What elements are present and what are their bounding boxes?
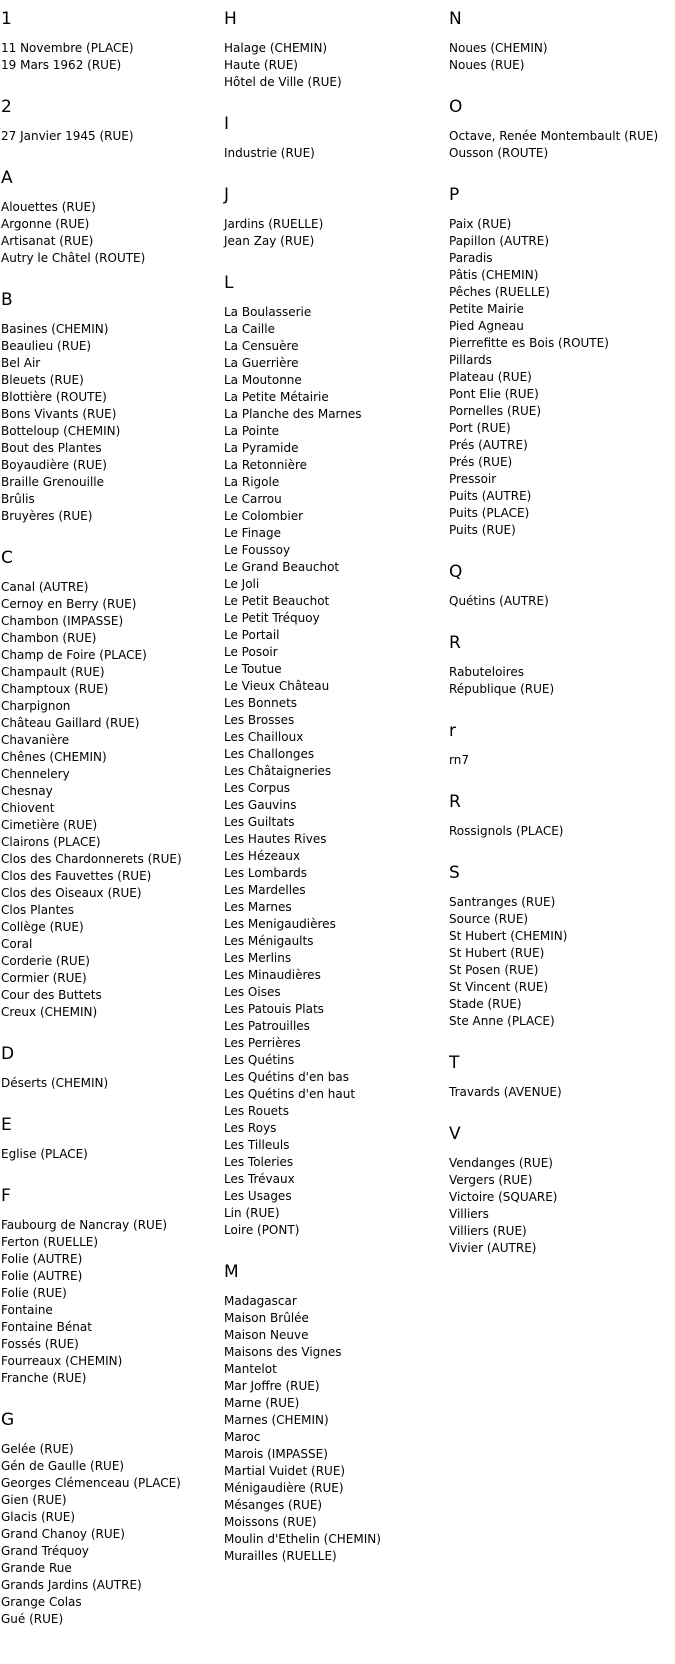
index-section	[449, 632, 673, 720]
street-list	[1, 128, 207, 145]
street-item: Madagascar	[224, 1294, 297, 1308]
street-item: Chambon (IMPASSE)	[1, 614, 124, 628]
index-section	[449, 791, 673, 862]
street-item: Puits (RUE)	[449, 523, 516, 537]
street-item: rn7	[449, 753, 469, 767]
section-spacer	[224, 91, 430, 113]
street-item: Les Menigaudières	[224, 917, 336, 931]
street-item: Maison Brûlée	[224, 1311, 309, 1325]
street-item: La Boulasserie	[224, 305, 312, 319]
street-item: Ménigaudière (RUE)	[224, 1481, 344, 1495]
street-item: Champault (RUE)	[1, 665, 105, 679]
street-item: Basines (CHEMIN)	[1, 322, 109, 336]
street-item: Chênes (CHEMIN)	[1, 750, 107, 764]
street-item: La Censuère	[224, 339, 299, 353]
street-item: Stade (RUE)	[449, 997, 522, 1011]
index-section	[449, 862, 673, 1052]
street-item: Rossignols (PLACE)	[449, 824, 564, 838]
street-item: La Guerrière	[224, 356, 299, 370]
street-item: Les Usages	[224, 1189, 292, 1203]
index-section	[224, 113, 430, 184]
index-section	[224, 1261, 430, 1565]
street-item: Beaulieu (RUE)	[1, 339, 92, 353]
street-item: Les Quétins	[224, 1053, 295, 1067]
street-list	[449, 823, 673, 840]
street-item: Creux (CHEMIN)	[1, 1005, 98, 1019]
street-item: Bruyères (RUE)	[1, 509, 93, 523]
street-item: Victoire (SQUARE)	[449, 1190, 558, 1204]
street-list	[449, 894, 673, 1030]
street-list	[449, 128, 673, 162]
street-item: Jean Zay (RUE)	[224, 234, 315, 248]
street-item: Fontaine	[1, 1303, 53, 1317]
section-spacer	[449, 698, 673, 720]
street-item: Le Petit Tréquoy	[224, 611, 320, 625]
section-letter-heading: G	[1, 1410, 15, 1430]
street-item: Gelée (RUE)	[1, 1442, 74, 1456]
street-item: Les Chailloux	[224, 730, 304, 744]
street-list	[224, 1293, 430, 1565]
street-item: Grange Colas	[1, 1595, 82, 1609]
street-item: Collège (RUE)	[1, 920, 84, 934]
street-item: Les Lombards	[224, 866, 307, 880]
section-spacer	[224, 250, 430, 272]
index-section	[449, 1123, 673, 1257]
street-item: Faubourg de Nancray (RUE)	[1, 1218, 168, 1232]
section-letter-heading: P	[449, 185, 460, 205]
street-item: Gien (RUE)	[1, 1493, 67, 1507]
street-item: La Pyramide	[224, 441, 299, 455]
index-section	[224, 184, 430, 272]
section-letter-heading: T	[449, 1053, 460, 1073]
street-item: Les Patouis Plats	[224, 1002, 324, 1016]
column-3	[449, 8, 673, 1257]
street-item: Les Ménigaults	[224, 934, 314, 948]
street-item: Les Trévaux	[224, 1172, 295, 1186]
section-letter-heading: Q	[449, 562, 463, 582]
street-item: Botteloup (CHEMIN)	[1, 424, 121, 438]
street-item: Bel Air	[1, 356, 41, 370]
section-letter-heading: L	[224, 273, 234, 293]
section-letter-heading: I	[224, 114, 230, 134]
street-item: Bout des Plantes	[1, 441, 102, 455]
street-item: Noues (RUE)	[449, 58, 525, 72]
street-item: Glacis (RUE)	[1, 1510, 76, 1524]
index-section	[224, 272, 430, 1261]
street-item: La Moutonne	[224, 373, 302, 387]
street-item: Marnes (CHEMIN)	[224, 1413, 329, 1427]
street-item: Lin (RUE)	[224, 1206, 280, 1220]
street-list	[449, 1084, 673, 1101]
street-item: Vergers (RUE)	[449, 1173, 533, 1187]
street-item: Le Petit Beauchot	[224, 594, 330, 608]
section-letter-heading: O	[449, 97, 463, 117]
section-letter-heading: S	[449, 863, 460, 883]
street-item: Halage (CHEMIN)	[224, 41, 328, 55]
street-item: Haute (RUE)	[224, 58, 298, 72]
street-item: Le Finage	[224, 526, 281, 540]
section-letter-heading: F	[1, 1186, 11, 1206]
street-item: Clos Plantes	[1, 903, 74, 917]
street-item: 27 Janvier 1945 (RUE)	[1, 129, 134, 143]
street-item: Gué (RUE)	[1, 1612, 64, 1626]
street-list	[224, 304, 430, 1239]
street-item: Champtoux (RUE)	[1, 682, 109, 696]
section-spacer	[1, 267, 207, 289]
street-item: Les Oises	[224, 985, 281, 999]
street-item: Quétins (AUTRE)	[449, 594, 549, 608]
street-item: Clos des Oiseaux (RUE)	[1, 886, 142, 900]
street-item: Chennelery	[1, 767, 70, 781]
street-item: Coral	[1, 937, 33, 951]
street-item: Boyaudière (RUE)	[1, 458, 107, 472]
street-item: Les Châtaigneries	[224, 764, 332, 778]
street-item: Les Quétins d'en bas	[224, 1070, 350, 1084]
street-item: Puits (AUTRE)	[449, 489, 532, 503]
section-letter-heading: H	[224, 9, 237, 29]
street-item: Industrie (RUE)	[224, 146, 315, 160]
section-letter-heading: N	[449, 9, 462, 29]
street-item: Fourreaux (CHEMIN)	[1, 1354, 123, 1368]
street-item: Ste Anne (PLACE)	[449, 1014, 555, 1028]
street-item: Paix (RUE)	[449, 217, 512, 231]
street-item: Les Bonnets	[224, 696, 298, 710]
street-item: Canal (AUTRE)	[1, 580, 89, 594]
street-item: Chesnay	[1, 784, 53, 798]
street-item: Mantelot	[224, 1362, 277, 1376]
section-spacer	[1, 145, 207, 167]
street-item: Grande Rue	[1, 1561, 72, 1575]
street-item: Plateau (RUE)	[449, 370, 532, 384]
street-item: Chavanière	[1, 733, 70, 747]
street-item: Le Posoir	[224, 645, 278, 659]
street-item: Bleuets (RUE)	[1, 373, 84, 387]
street-item: Les Quétins d'en haut	[224, 1087, 356, 1101]
index-section	[1, 8, 207, 96]
street-item: Bons Vivants (RUE)	[1, 407, 117, 421]
index-section	[449, 184, 673, 561]
street-item: Folie (RUE)	[1, 1286, 67, 1300]
street-item: Braille Grenouille	[1, 475, 105, 489]
street-list	[1, 1146, 207, 1163]
street-item: Villiers	[449, 1207, 489, 1221]
street-item: Champ de Foire (PLACE)	[1, 648, 147, 662]
section-spacer	[449, 539, 673, 561]
street-item: Les Minaudières	[224, 968, 321, 982]
street-item: Le Vieux Château	[224, 679, 330, 693]
section-spacer	[1, 1021, 207, 1043]
index-section	[1, 547, 207, 1043]
section-spacer	[1, 1387, 207, 1409]
street-item: Chiovent	[1, 801, 55, 815]
street-item: Les Gauvins	[224, 798, 297, 812]
street-item: Ousson (ROUTE)	[449, 146, 549, 160]
section-spacer	[224, 1239, 430, 1261]
section-spacer	[449, 74, 673, 96]
index-section	[1, 96, 207, 167]
street-item: 19 Mars 1962 (RUE)	[1, 58, 122, 72]
street-item: République (RUE)	[449, 682, 555, 696]
street-item: Charpignon	[1, 699, 71, 713]
street-item: Grand Chanoy (RUE)	[1, 1527, 125, 1541]
street-item: Blottière (ROUTE)	[1, 390, 107, 404]
street-item: Fossés (RUE)	[1, 1337, 79, 1351]
street-item: Les Guiltats	[224, 815, 295, 829]
street-item: Clos des Chardonnerets (RUE)	[1, 852, 182, 866]
street-item: Pressoir	[449, 472, 497, 486]
street-item: Marne (RUE)	[224, 1396, 300, 1410]
street-item: Fontaine Bénat	[1, 1320, 92, 1334]
street-item: Puits (PLACE)	[449, 506, 530, 520]
index-section	[1, 1043, 207, 1114]
street-item: Les Patrouilles	[224, 1019, 310, 1033]
street-list	[449, 752, 673, 769]
section-spacer	[449, 769, 673, 791]
street-item: 11 Novembre (PLACE)	[1, 41, 134, 55]
section-spacer	[449, 610, 673, 632]
street-list	[449, 40, 673, 74]
section-spacer	[449, 162, 673, 184]
street-item: Mar Joffre (RUE)	[224, 1379, 320, 1393]
street-item: Pornelles (RUE)	[449, 404, 542, 418]
index-section	[449, 720, 673, 791]
street-item: Les Challonges	[224, 747, 315, 761]
street-item: Château Gaillard (RUE)	[1, 716, 140, 730]
street-item: Les Tilleuls	[224, 1138, 290, 1152]
street-item: Grands Jardins (AUTRE)	[1, 1578, 142, 1592]
street-item: Octave, Renée Montembault (RUE)	[449, 129, 659, 143]
street-item: Papillon (AUTRE)	[449, 234, 550, 248]
street-item: Pierrefitte es Bois (ROUTE)	[449, 336, 609, 350]
index-section	[1, 1409, 207, 1628]
street-item: Paradis	[449, 251, 493, 265]
street-item: Le Portail	[224, 628, 280, 642]
street-item: Loire (PONT)	[224, 1223, 300, 1237]
street-item: La Caille	[224, 322, 275, 336]
street-list	[449, 216, 673, 539]
street-item: Pêches (RUELLE)	[449, 285, 550, 299]
street-item: Les Hézeaux	[224, 849, 301, 863]
street-item: Les Perrières	[224, 1036, 301, 1050]
section-spacer	[449, 1030, 673, 1052]
street-item: Les Mardelles	[224, 883, 306, 897]
street-item: La Planche des Marnes	[224, 407, 362, 421]
index-section	[449, 561, 673, 632]
street-item: Petite Mairie	[449, 302, 524, 316]
street-item: Mésanges (RUE)	[224, 1498, 323, 1512]
column-1	[1, 8, 207, 1628]
street-item: Brûlis	[1, 492, 35, 506]
index-section	[1, 289, 207, 547]
street-item: Les Corpus	[224, 781, 291, 795]
section-letter-heading: A	[1, 168, 13, 188]
street-item: Corderie (RUE)	[1, 954, 90, 968]
section-letter-heading: V	[449, 1124, 461, 1144]
street-list	[1, 1441, 207, 1628]
section-letter-heading: B	[1, 290, 13, 310]
street-list	[224, 40, 430, 91]
section-letter-heading: R	[449, 792, 461, 812]
street-item: Moissons (RUE)	[224, 1515, 317, 1529]
street-item: Murailles (RUELLE)	[224, 1549, 337, 1563]
street-item: Port (RUE)	[449, 421, 511, 435]
section-spacer	[449, 1101, 673, 1123]
section-letter-heading: M	[224, 1262, 239, 1282]
street-item: Pillards	[449, 353, 492, 367]
street-item: Source (RUE)	[449, 912, 529, 926]
index-section	[449, 1052, 673, 1123]
street-item: Les Roys	[224, 1121, 277, 1135]
street-item: La Rigole	[224, 475, 280, 489]
street-item: Folie (AUTRE)	[1, 1252, 83, 1266]
section-spacer	[224, 162, 430, 184]
street-item: Villiers (RUE)	[449, 1224, 527, 1238]
street-list	[1, 579, 207, 1021]
street-item: Les Merlins	[224, 951, 292, 965]
street-item: Cormier (RUE)	[1, 971, 87, 985]
street-item: Cour des Buttets	[1, 988, 102, 1002]
street-item: Le Colombier	[224, 509, 304, 523]
index-section	[224, 8, 430, 113]
street-list	[224, 145, 430, 162]
street-list	[449, 664, 673, 698]
street-item: Pâtis (CHEMIN)	[449, 268, 539, 282]
street-item: Pied Agneau	[449, 319, 524, 333]
street-list	[449, 593, 673, 610]
street-item: Maisons des Vignes	[224, 1345, 342, 1359]
street-item: Clairons (PLACE)	[1, 835, 101, 849]
street-item: Martial Vuidet (RUE)	[224, 1464, 346, 1478]
section-spacer	[1, 1092, 207, 1114]
section-spacer	[1, 525, 207, 547]
street-item: Noues (CHEMIN)	[449, 41, 548, 55]
street-item: Cernoy en Berry (RUE)	[1, 597, 137, 611]
street-item: Ferton (RUELLE)	[1, 1235, 99, 1249]
section-letter-heading: 1	[1, 9, 12, 29]
column-2	[224, 8, 430, 1565]
section-letter-heading: C	[1, 548, 13, 568]
section-letter-heading: J	[224, 185, 230, 205]
street-list	[1, 199, 207, 267]
street-item: Maison Neuve	[224, 1328, 309, 1342]
street-item: St Hubert (CHEMIN)	[449, 929, 568, 943]
index-section	[1, 167, 207, 289]
street-item: Les Rouets	[224, 1104, 290, 1118]
street-item: Le Carrou	[224, 492, 282, 506]
street-item: Pont Elie (RUE)	[449, 387, 539, 401]
street-item: Folie (AUTRE)	[1, 1269, 83, 1283]
street-item: La Petite Métairie	[224, 390, 329, 404]
street-item: Prés (AUTRE)	[449, 438, 528, 452]
street-item: Le Foussoy	[224, 543, 291, 557]
street-list	[1, 1075, 207, 1092]
street-item: Argonne (RUE)	[1, 217, 90, 231]
street-list	[449, 1155, 673, 1257]
street-item: Marois (IMPASSE)	[224, 1447, 328, 1461]
section-letter-heading: E	[1, 1115, 12, 1135]
street-item: Le Toutue	[224, 662, 282, 676]
street-item: Maroc	[224, 1430, 261, 1444]
street-item: Vivier (AUTRE)	[449, 1241, 537, 1255]
index-section	[1, 1185, 207, 1409]
street-item: Chambon (RUE)	[1, 631, 97, 645]
street-item: Gén de Gaulle (RUE)	[1, 1459, 125, 1473]
street-item: Le Joli	[224, 577, 260, 591]
street-list	[1, 40, 207, 74]
street-item: St Hubert (RUE)	[449, 946, 545, 960]
street-list	[224, 216, 430, 250]
index-section	[449, 96, 673, 184]
section-spacer	[1, 1163, 207, 1185]
street-item: Santranges (RUE)	[449, 895, 556, 909]
street-item: Le Grand Beauchot	[224, 560, 340, 574]
street-item: Travards (AVENUE)	[449, 1085, 562, 1099]
street-item: Georges Clémenceau (PLACE)	[1, 1476, 181, 1490]
street-item: Moulin d'Ethelin (CHEMIN)	[224, 1532, 381, 1546]
section-letter-heading: 2	[1, 97, 12, 117]
street-item: St Posen (RUE)	[449, 963, 539, 977]
street-item: Alouettes (RUE)	[1, 200, 96, 214]
section-spacer	[449, 840, 673, 862]
street-item: Cimetière (RUE)	[1, 818, 98, 832]
street-item: Franche (RUE)	[1, 1371, 87, 1385]
street-item: La Retonnière	[224, 458, 308, 472]
street-item: Déserts (CHEMIN)	[1, 1076, 109, 1090]
street-item: Rabuteloires	[449, 665, 525, 679]
section-letter-heading: D	[1, 1044, 15, 1064]
street-item: Artisanat (RUE)	[1, 234, 94, 248]
street-item: Les Hautes Rives	[224, 832, 327, 846]
street-item: Autry le Châtel (ROUTE)	[1, 251, 146, 265]
section-letter-heading: r	[449, 721, 456, 741]
street-list	[1, 1217, 207, 1387]
street-list	[1, 321, 207, 525]
section-spacer	[1, 74, 207, 96]
street-item: Vendanges (RUE)	[449, 1156, 553, 1170]
street-item: Grand Tréquoy	[1, 1544, 89, 1558]
section-letter-heading: R	[449, 633, 461, 653]
street-item: La Pointe	[224, 424, 280, 438]
street-item: Les Toleries	[224, 1155, 294, 1169]
street-item: Prés (RUE)	[449, 455, 513, 469]
street-item: Les Marnes	[224, 900, 292, 914]
street-item: Clos des Fauvettes (RUE)	[1, 869, 152, 883]
street-item: Jardins (RUELLE)	[224, 217, 324, 231]
street-item: Les Brosses	[224, 713, 295, 727]
index-section	[449, 8, 673, 96]
street-item: St Vincent (RUE)	[449, 980, 549, 994]
index-section	[1, 1114, 207, 1185]
street-item: Eglise (PLACE)	[1, 1147, 88, 1161]
street-item: Hôtel de Ville (RUE)	[224, 75, 342, 89]
